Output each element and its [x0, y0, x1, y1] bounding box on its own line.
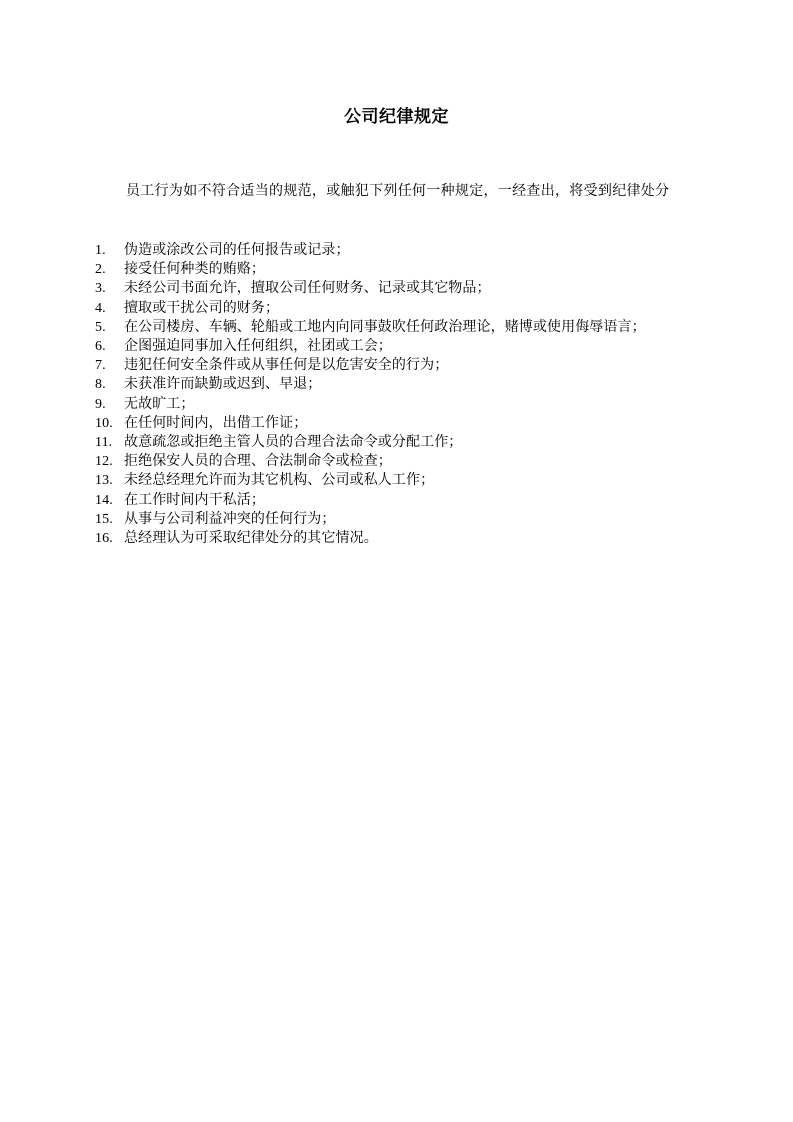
- rule-text: 在工作时间内干私活；: [124, 491, 265, 508]
- rule-item: [95, 318, 715, 337]
- rule-text: 未经公司书面允许，擅取公司任何财务、记录或其它物品；: [124, 280, 491, 297]
- rule-item: [95, 452, 715, 471]
- intro-paragraph: 员工行为如不符合适当的规范，或触犯下列任何一种规定，一经查出，将受到纪律处分: [126, 183, 670, 199]
- rule-text: 无故旷工；: [124, 395, 195, 412]
- rule-text: 在任何时间内，出借工作证；: [124, 414, 308, 431]
- rule-number: 1.: [95, 243, 106, 258]
- rule-text: 违犯任何安全条件或从事任何是以危害安全的行为；: [124, 357, 449, 374]
- rule-number: 9.: [95, 396, 106, 412]
- rule-number: 12.: [95, 454, 113, 470]
- rule-item: [95, 356, 715, 375]
- rule-number: 10.: [95, 415, 113, 431]
- rule-item: [95, 375, 715, 394]
- rule-item: [95, 260, 715, 279]
- rule-text: 未获准许而缺勤或迟到、早退；: [124, 376, 322, 393]
- rule-text: 接受任何种类的贿赂；: [124, 261, 265, 278]
- rule-item: [95, 279, 715, 298]
- rule-text: 故意疏忽或拒绝主管人员的合理合法命令或分配工作；: [124, 434, 463, 451]
- rule-text: 总经理认为可采取纪律处分的其它情况。: [124, 530, 378, 547]
- rule-item: [95, 510, 715, 529]
- rule-number: 4.: [95, 300, 106, 316]
- rule-number: 2.: [95, 262, 106, 278]
- rule-item: [95, 529, 715, 548]
- rule-text: 擅取或干扰公司的财务；: [124, 299, 280, 316]
- rule-text: 从事与公司利益冲突的任何行为；: [124, 510, 336, 527]
- rule-number: 3.: [95, 281, 106, 297]
- rule-item: [95, 414, 715, 433]
- rule-number: 6.: [95, 339, 106, 355]
- rule-item: [95, 433, 715, 452]
- rules-list: [95, 241, 715, 548]
- page-title: 公司纪律规定: [344, 107, 449, 127]
- rule-item: [95, 491, 715, 510]
- rule-text: 未经总经理允许而为其它机构、公司或私人工作；: [124, 472, 435, 489]
- rule-item: [95, 471, 715, 490]
- rule-item: [95, 241, 715, 260]
- rule-number: 7.: [95, 358, 106, 374]
- rule-number: 14.: [95, 492, 113, 508]
- rule-number: 15.: [95, 511, 113, 527]
- rule-number: 13.: [95, 473, 113, 489]
- rule-number: 8.: [95, 377, 106, 393]
- rule-number: 16.: [95, 531, 113, 547]
- rule-text: 企图强迫同事加入任何组织，社团或工会；: [124, 338, 392, 355]
- rule-item: [95, 395, 715, 414]
- rule-text: 在公司楼房、车辆、轮船或工地内向同事鼓吹任何政治理论，赌博或使用侮辱语言；: [124, 318, 646, 335]
- rule-text: 拒绝保安人员的合理、合法制命令或检查；: [124, 453, 392, 470]
- rule-item: [95, 337, 715, 356]
- rule-number: 11.: [95, 435, 113, 451]
- rule-item: [95, 299, 715, 318]
- rule-number: 5.: [95, 319, 106, 335]
- rule-text: 伪造或涂改公司的任何报告或记录；: [124, 242, 350, 258]
